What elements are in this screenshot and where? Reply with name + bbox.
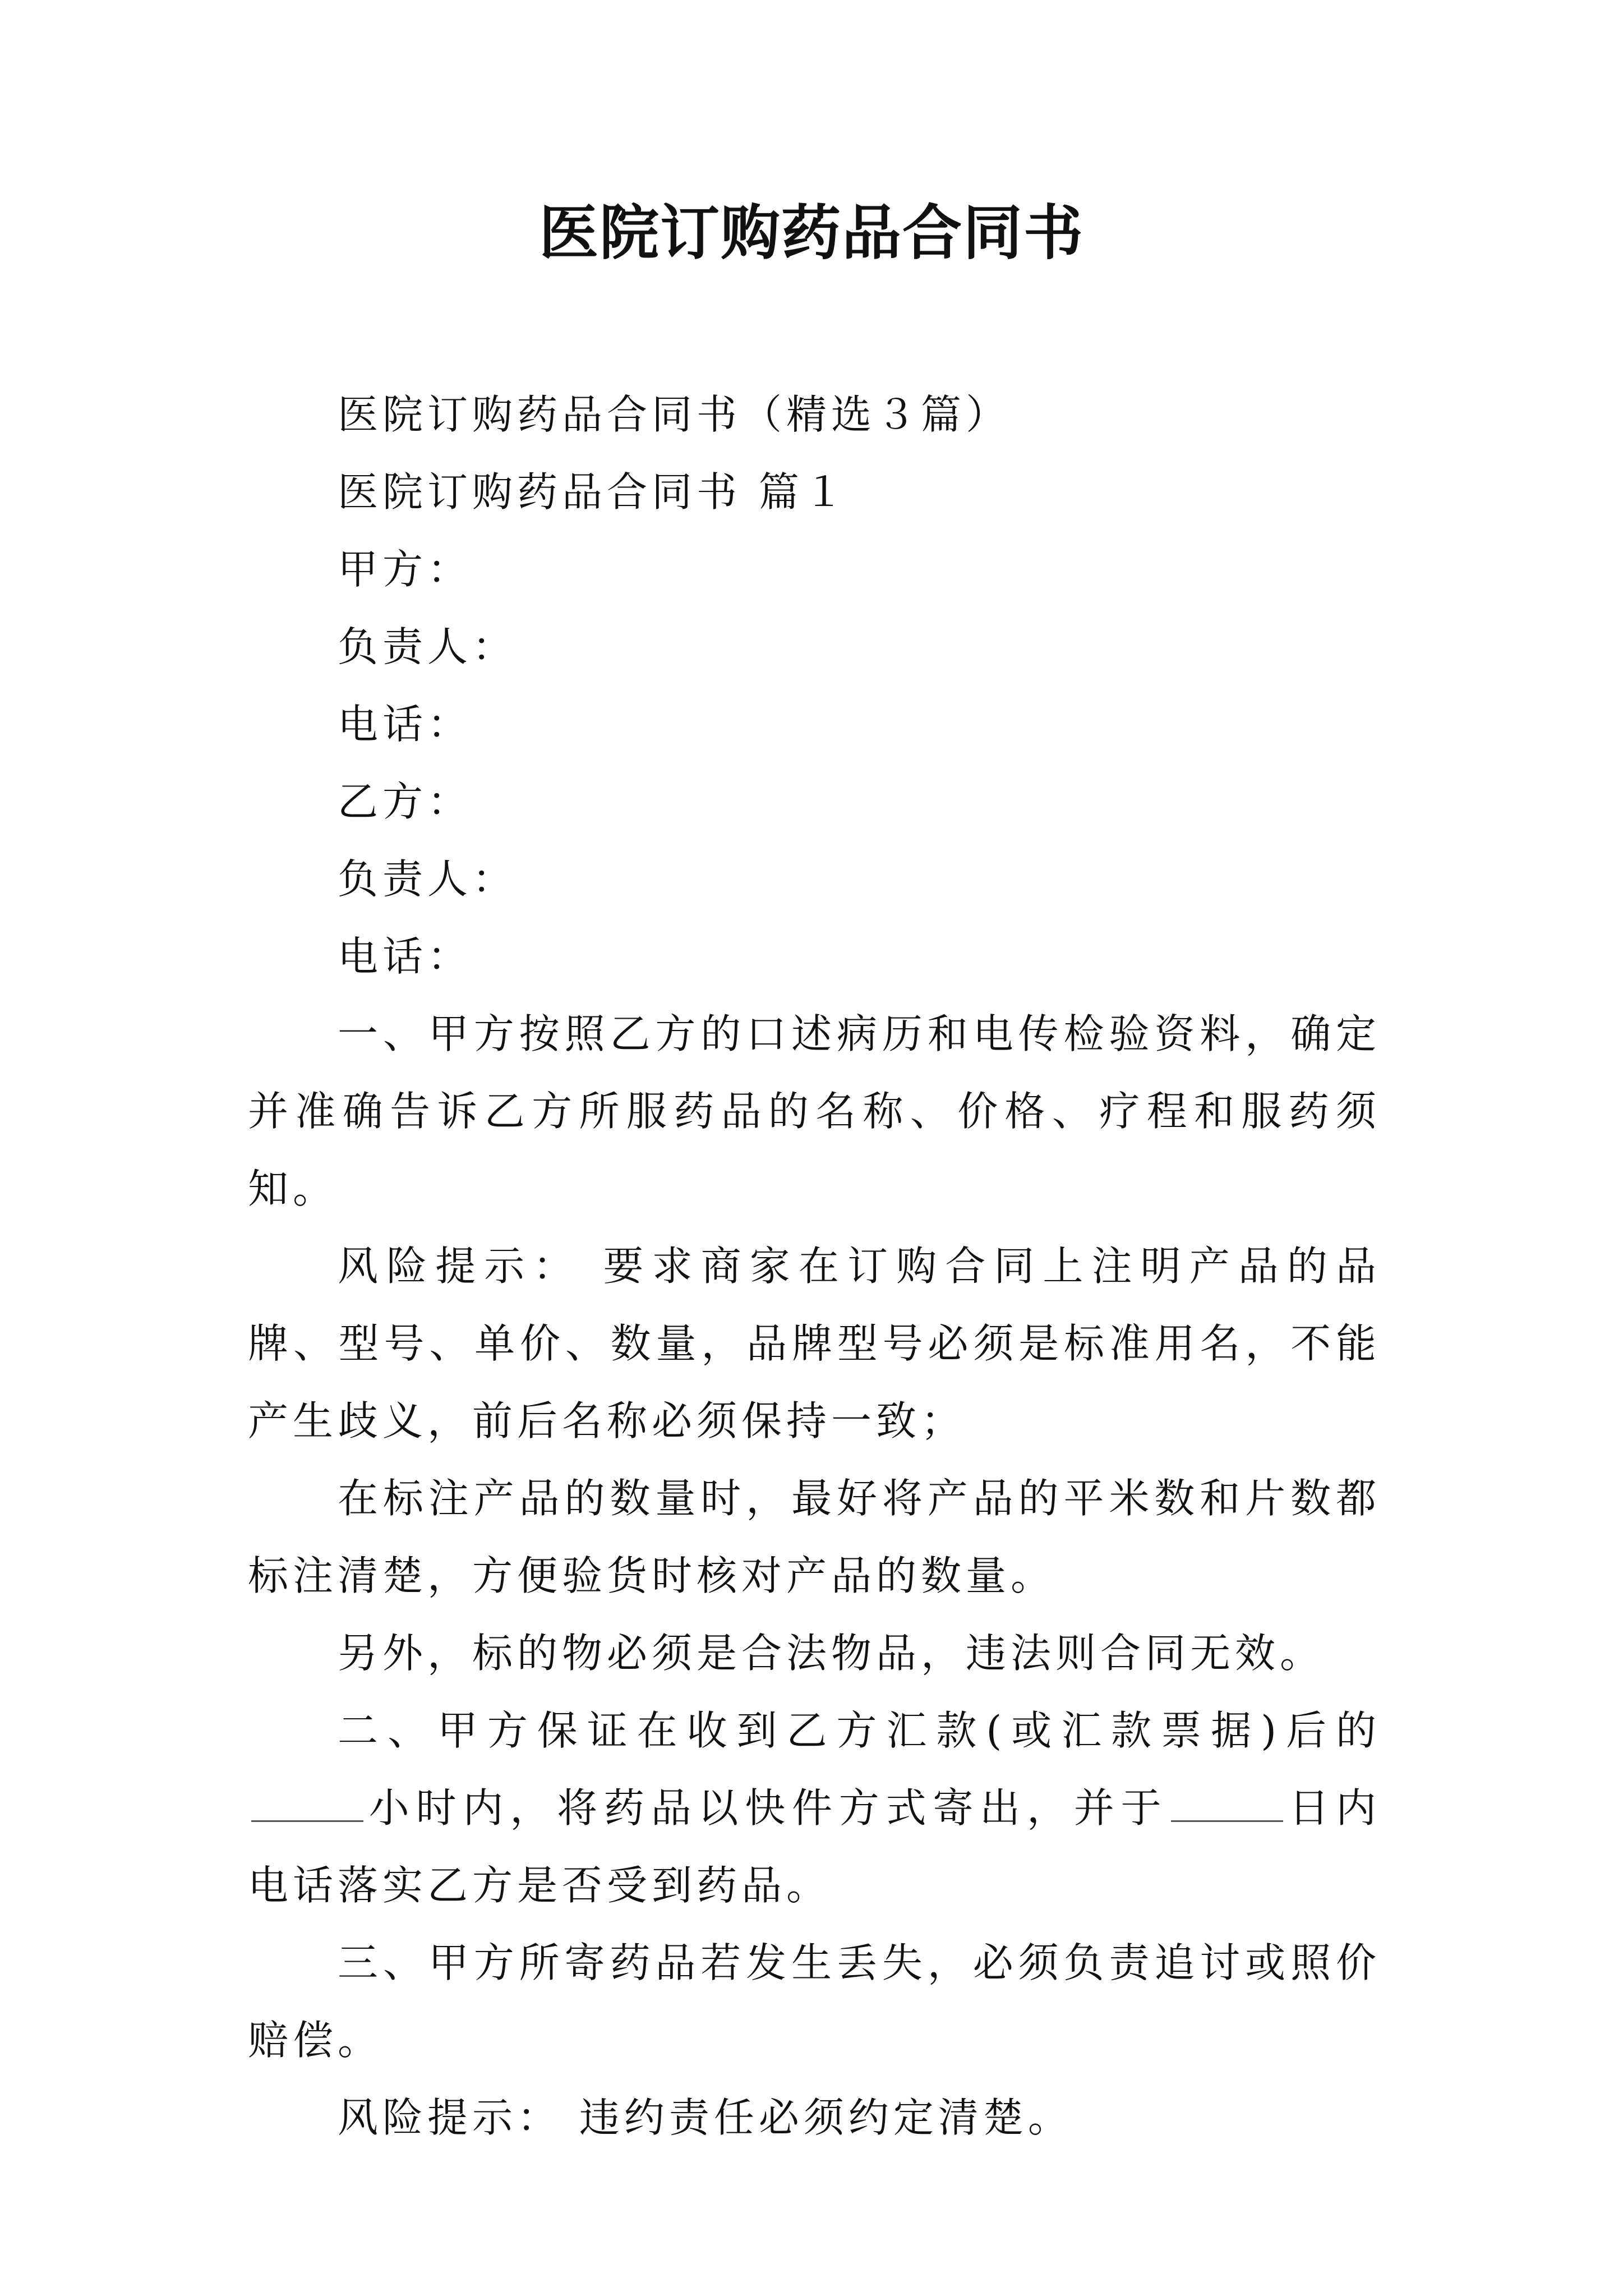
document-title: 医院订购药品合同书 xyxy=(539,197,1084,268)
party-a-label: 甲方： xyxy=(338,546,473,593)
subtitle: 医院订购药品合同书（精选３篇） xyxy=(338,391,1011,438)
clause-2 xyxy=(248,1692,1381,1924)
risk-note-2: 风险提示： 违约责任必须约定清楚。 xyxy=(338,2094,1073,2141)
clause-1: 一、甲方按照乙方的口述病历和电传检验资料，确定并准确告诉乙方所服药品的名称、价格、疗程和服药须知。 xyxy=(248,1010,1381,1212)
party-a-phone-label: 电话： xyxy=(338,701,473,748)
hours-blank xyxy=(251,1787,363,1822)
party-a-person-label: 负责人： xyxy=(338,623,518,670)
party-b-person-label: 负责人： xyxy=(338,855,518,903)
clause-3: 三、甲方所寄药品若发生丢失，必须负责追讨或照价赔偿。 xyxy=(248,1939,1381,2064)
days-blank xyxy=(1171,1787,1283,1822)
risk-note-1: 风险提示： 要求商家在订购合同上注明产品的品牌、型号、单价、数量，品牌型号必须是标准用名，不能产生歧义，前后名称必须保持一致； xyxy=(248,1243,1381,1444)
party-b-label: 乙方： xyxy=(338,778,473,825)
document-body xyxy=(248,376,1381,2156)
clause-2-part-3: 日内电话落实乙方是否受到药品。 xyxy=(248,1784,1381,1909)
risk-note-1b: 在标注产品的数量时，最好将产品的平米数和片数都标注清楚，方便验货时核对产品的数量。 xyxy=(248,1475,1381,1599)
clause-2-part-2: 小时内，将药品以快件方式寄出，并于 xyxy=(367,1784,1168,1832)
clause-2-part-1: 二、甲方保证在收到乙方汇款(或汇款票据)后的 xyxy=(338,1707,1381,1754)
section-heading: 医院订购药品合同书 篇１ xyxy=(338,468,849,516)
risk-note-1c: 另外，标的物必须是合法物品，违法则合同无效。 xyxy=(338,1630,1325,1677)
party-b-phone-label: 电话： xyxy=(338,933,473,980)
